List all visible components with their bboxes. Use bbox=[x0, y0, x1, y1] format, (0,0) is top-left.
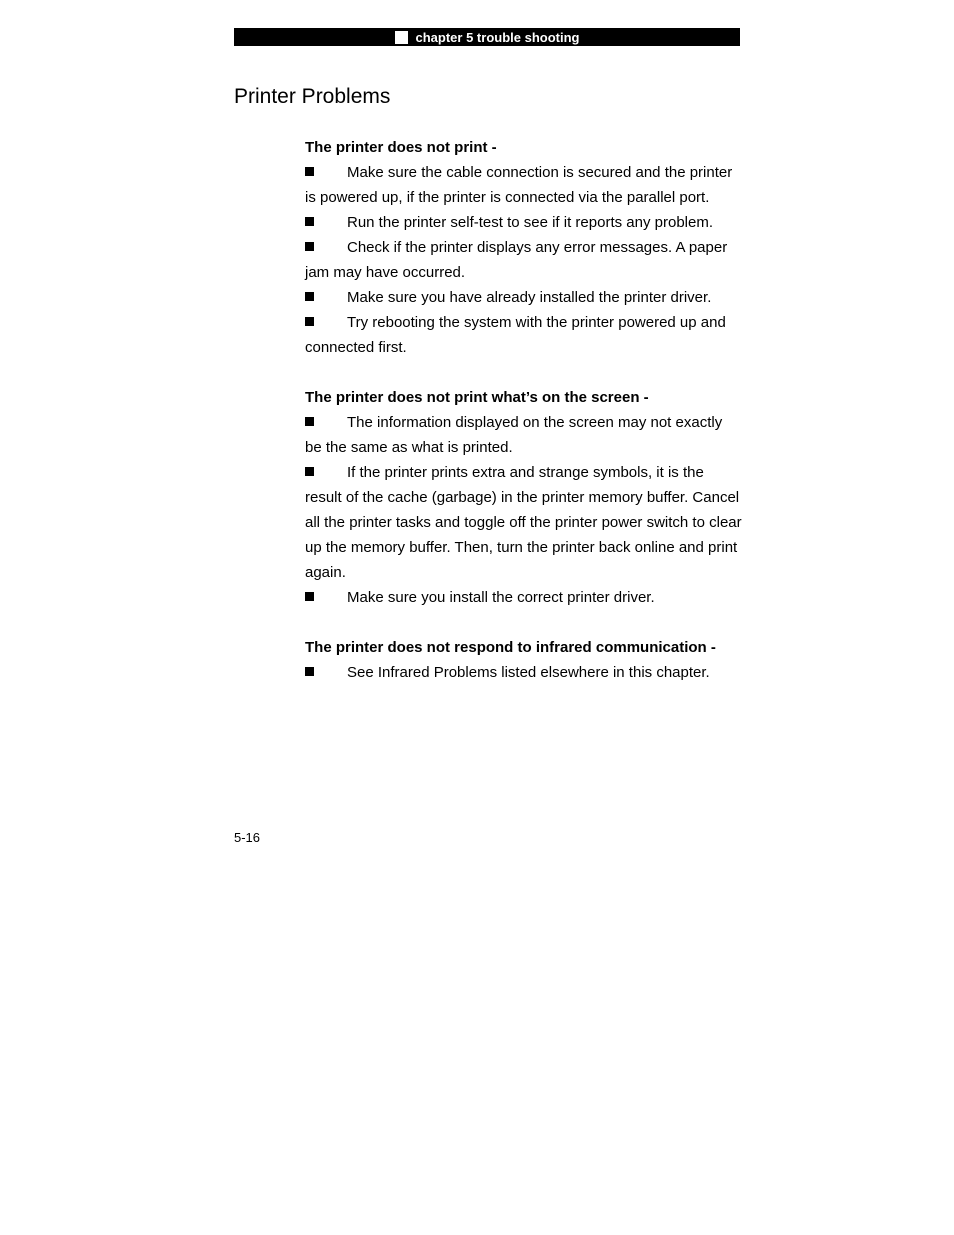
section-does-not-print bbox=[305, 135, 743, 360]
list-item-text: Make sure you install the correct printer driver. bbox=[347, 589, 655, 606]
list-item bbox=[305, 660, 743, 685]
chapter-header-text: chapter 5 trouble shooting bbox=[415, 29, 580, 45]
section-heading: The printer does not respond to infrared communication - bbox=[305, 639, 716, 656]
section-infrared bbox=[305, 635, 743, 685]
section-heading: The printer does not print - bbox=[305, 139, 497, 156]
section-heading: The printer does not print what’s on the screen - bbox=[305, 389, 649, 406]
square-bullet-icon bbox=[305, 417, 314, 426]
square-bullet-icon bbox=[305, 317, 314, 326]
list-item bbox=[305, 410, 743, 460]
list-item-text: Make sure you have already installed the printer driver. bbox=[347, 289, 712, 306]
list-item bbox=[305, 160, 743, 210]
list-item-text: If the printer prints extra and strange symbols, it is the result of the cache (garbage) in the printer memory buffer. Cancel all the printer tasks and toggle off the printer power switch to clear up the memory buffer. Then, turn the printer back online and print again. bbox=[305, 464, 742, 581]
list-item-text: See Infrared Problems listed elsewhere in this chapter. bbox=[347, 664, 710, 681]
list-item bbox=[305, 585, 743, 610]
list-item bbox=[305, 460, 743, 585]
list-item-text: Run the printer self-test to see if it reports any problem. bbox=[347, 214, 713, 231]
list-item bbox=[305, 310, 743, 360]
section-wrong-output bbox=[305, 385, 743, 610]
square-bullet-icon bbox=[305, 467, 314, 476]
list-item bbox=[305, 285, 743, 310]
list-item-text: Make sure the cable connection is secured and the printer is powered up, if the printer is connected via the parallel port. bbox=[305, 164, 733, 206]
page-number: 5-16 bbox=[234, 830, 261, 845]
square-bullet-icon bbox=[305, 217, 314, 226]
list-item-text: Check if the printer displays any error messages. A paper jam may have occurred. bbox=[305, 239, 728, 281]
square-bullet-icon bbox=[395, 31, 408, 44]
square-bullet-icon bbox=[305, 167, 314, 176]
page-title: Printer Problems bbox=[234, 85, 391, 108]
list-item bbox=[305, 210, 743, 235]
chapter-header-bar bbox=[234, 28, 740, 46]
square-bullet-icon bbox=[305, 667, 314, 676]
list-item-text: The information displayed on the screen may not exactly be the same as what is printed. bbox=[305, 414, 723, 456]
list-item bbox=[305, 235, 743, 285]
square-bullet-icon bbox=[305, 292, 314, 301]
square-bullet-icon bbox=[305, 592, 314, 601]
content-area bbox=[305, 135, 743, 710]
list-item-text: Try rebooting the system with the printer powered up and connected first. bbox=[305, 314, 726, 356]
square-bullet-icon bbox=[305, 242, 314, 251]
